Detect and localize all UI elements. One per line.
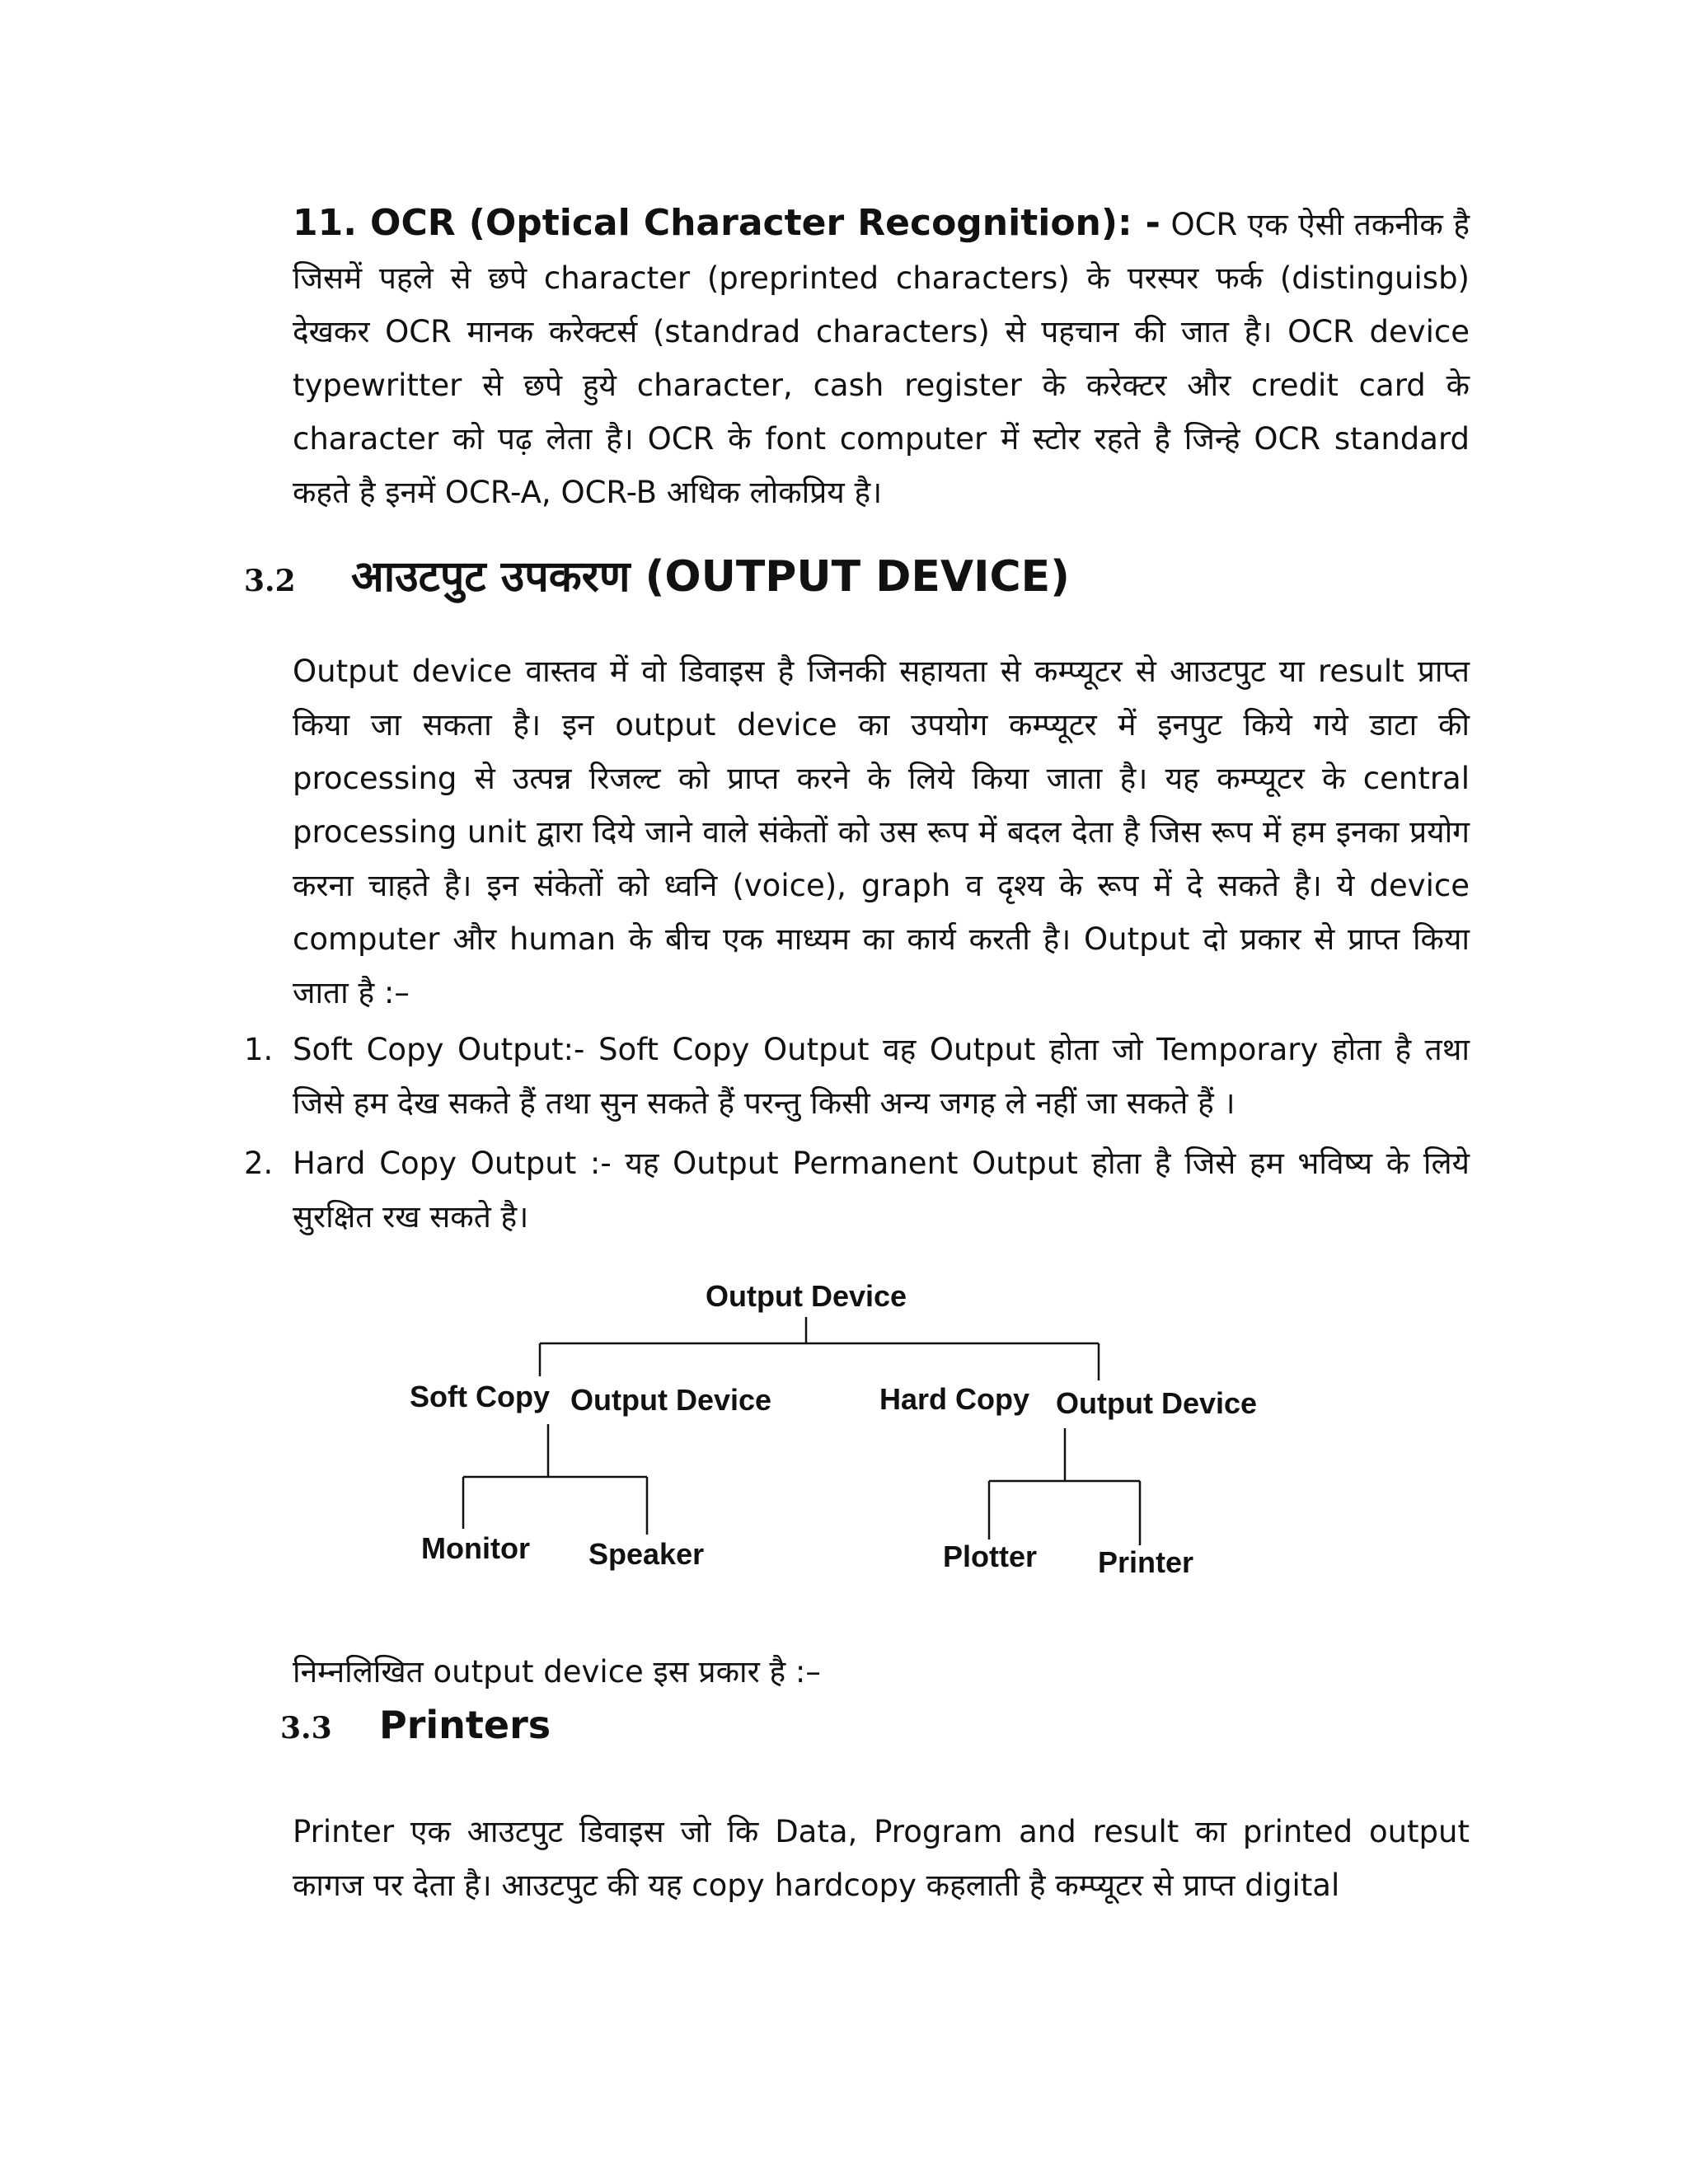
section-number: 3.3 <box>280 1711 332 1746</box>
node-speaker: Speaker <box>588 1537 705 1571</box>
list-index: 2. <box>244 1146 274 1181</box>
list-text: Hard Copy Output :- यह Output Permanent Output होता है जिसे हम भविष्य के लिये सुरक्षित रख सकते है। <box>293 1146 1470 1235</box>
node-soft-copy: Soft Copy <box>410 1380 550 1413</box>
node-output-device: Output Device <box>706 1279 907 1313</box>
list-index: 1. <box>244 1032 274 1067</box>
following-devices-line: निम्नलिखित output device इस प्रकार है :– <box>293 1654 821 1690</box>
ocr-title: 11. OCR (Optical Character Recognition): - <box>293 202 1160 244</box>
section-heading-3-3 <box>280 1703 551 1747</box>
node-soft-copy-output-device: Output Device <box>570 1383 772 1417</box>
node-plotter: Plotter <box>943 1540 1038 1573</box>
section-title: आउटपुट उपकरण (OUTPUT DEVICE) <box>351 552 1070 602</box>
ocr-body: OCR एक ऐसी तकनीक है जिसमें पहले से छपे character (preprinted characters) के परस्पर फर्क (distinguisb) देखकर OCR मानक करेक्टर्स (standrad characters) से पहचान की जात है। OCR device typewritter से छपे हुये character, cash register के करेक्टर और credit card के character को पढ़ लेता है। OCR के font computer में स्टोर रहते है जिन्हे OCR standard कहते है इनमें OCR-A, OCR-B अधिक लोकप्रिय है। <box>293 207 1470 510</box>
tree-connectors <box>463 1317 1140 1545</box>
section-title: Printers <box>379 1703 551 1747</box>
node-monitor: Monitor <box>421 1531 530 1565</box>
list-text: Soft Copy Output:- Soft Copy Output वह Output होता जो Temporary होता है तथा जिसे हम देख सकते हैं तथा सुन सकते हैं परन्तु किसी अन्य जगह ले नहीं जा सकते हैं । <box>293 1032 1470 1121</box>
section-number: 3.2 <box>244 564 296 598</box>
output-device-intro: Output device वास्तव में वो डिवाइस है जिनकी सहायता से कम्प्यूटर से आउटपुट या result प्राप्त किया जा सकता है। इन output device का उपयोग कम्प्यूटर में इनपुट किये गये डाटा की processing से उत्पन्न रिजल्ट को प्राप्त करने के लिये किया जाता है। यह कम्प्यूटर के central processing unit द्वारा दिये जाने वाले संकेतों को उस रूप में बदल देता है जिस रूप में हम इनका प्रयोग करना चाहते है। इन संकेतों को ध्वनि (voice), graph व दृश्य के रूप में दे सकते है। ये device computer और human के बीच एक माध्यम का कार्य करती है। Output दो प्रकार से प्राप्त किया जाता है :– <box>293 654 1470 1010</box>
node-hard-copy-output-device: Output Device <box>1056 1386 1258 1420</box>
printers-paragraph: Printer एक आउटपुट डिवाइस जो कि Data, Program and result का printed output कागज पर देता है। आउटपुट की यह copy hardcopy कहलाती है कम्प्यूटर से प्राप्त digital <box>293 1814 1470 1903</box>
node-hard-copy: Hard Copy <box>879 1382 1030 1416</box>
node-printer: Printer <box>1098 1545 1194 1579</box>
